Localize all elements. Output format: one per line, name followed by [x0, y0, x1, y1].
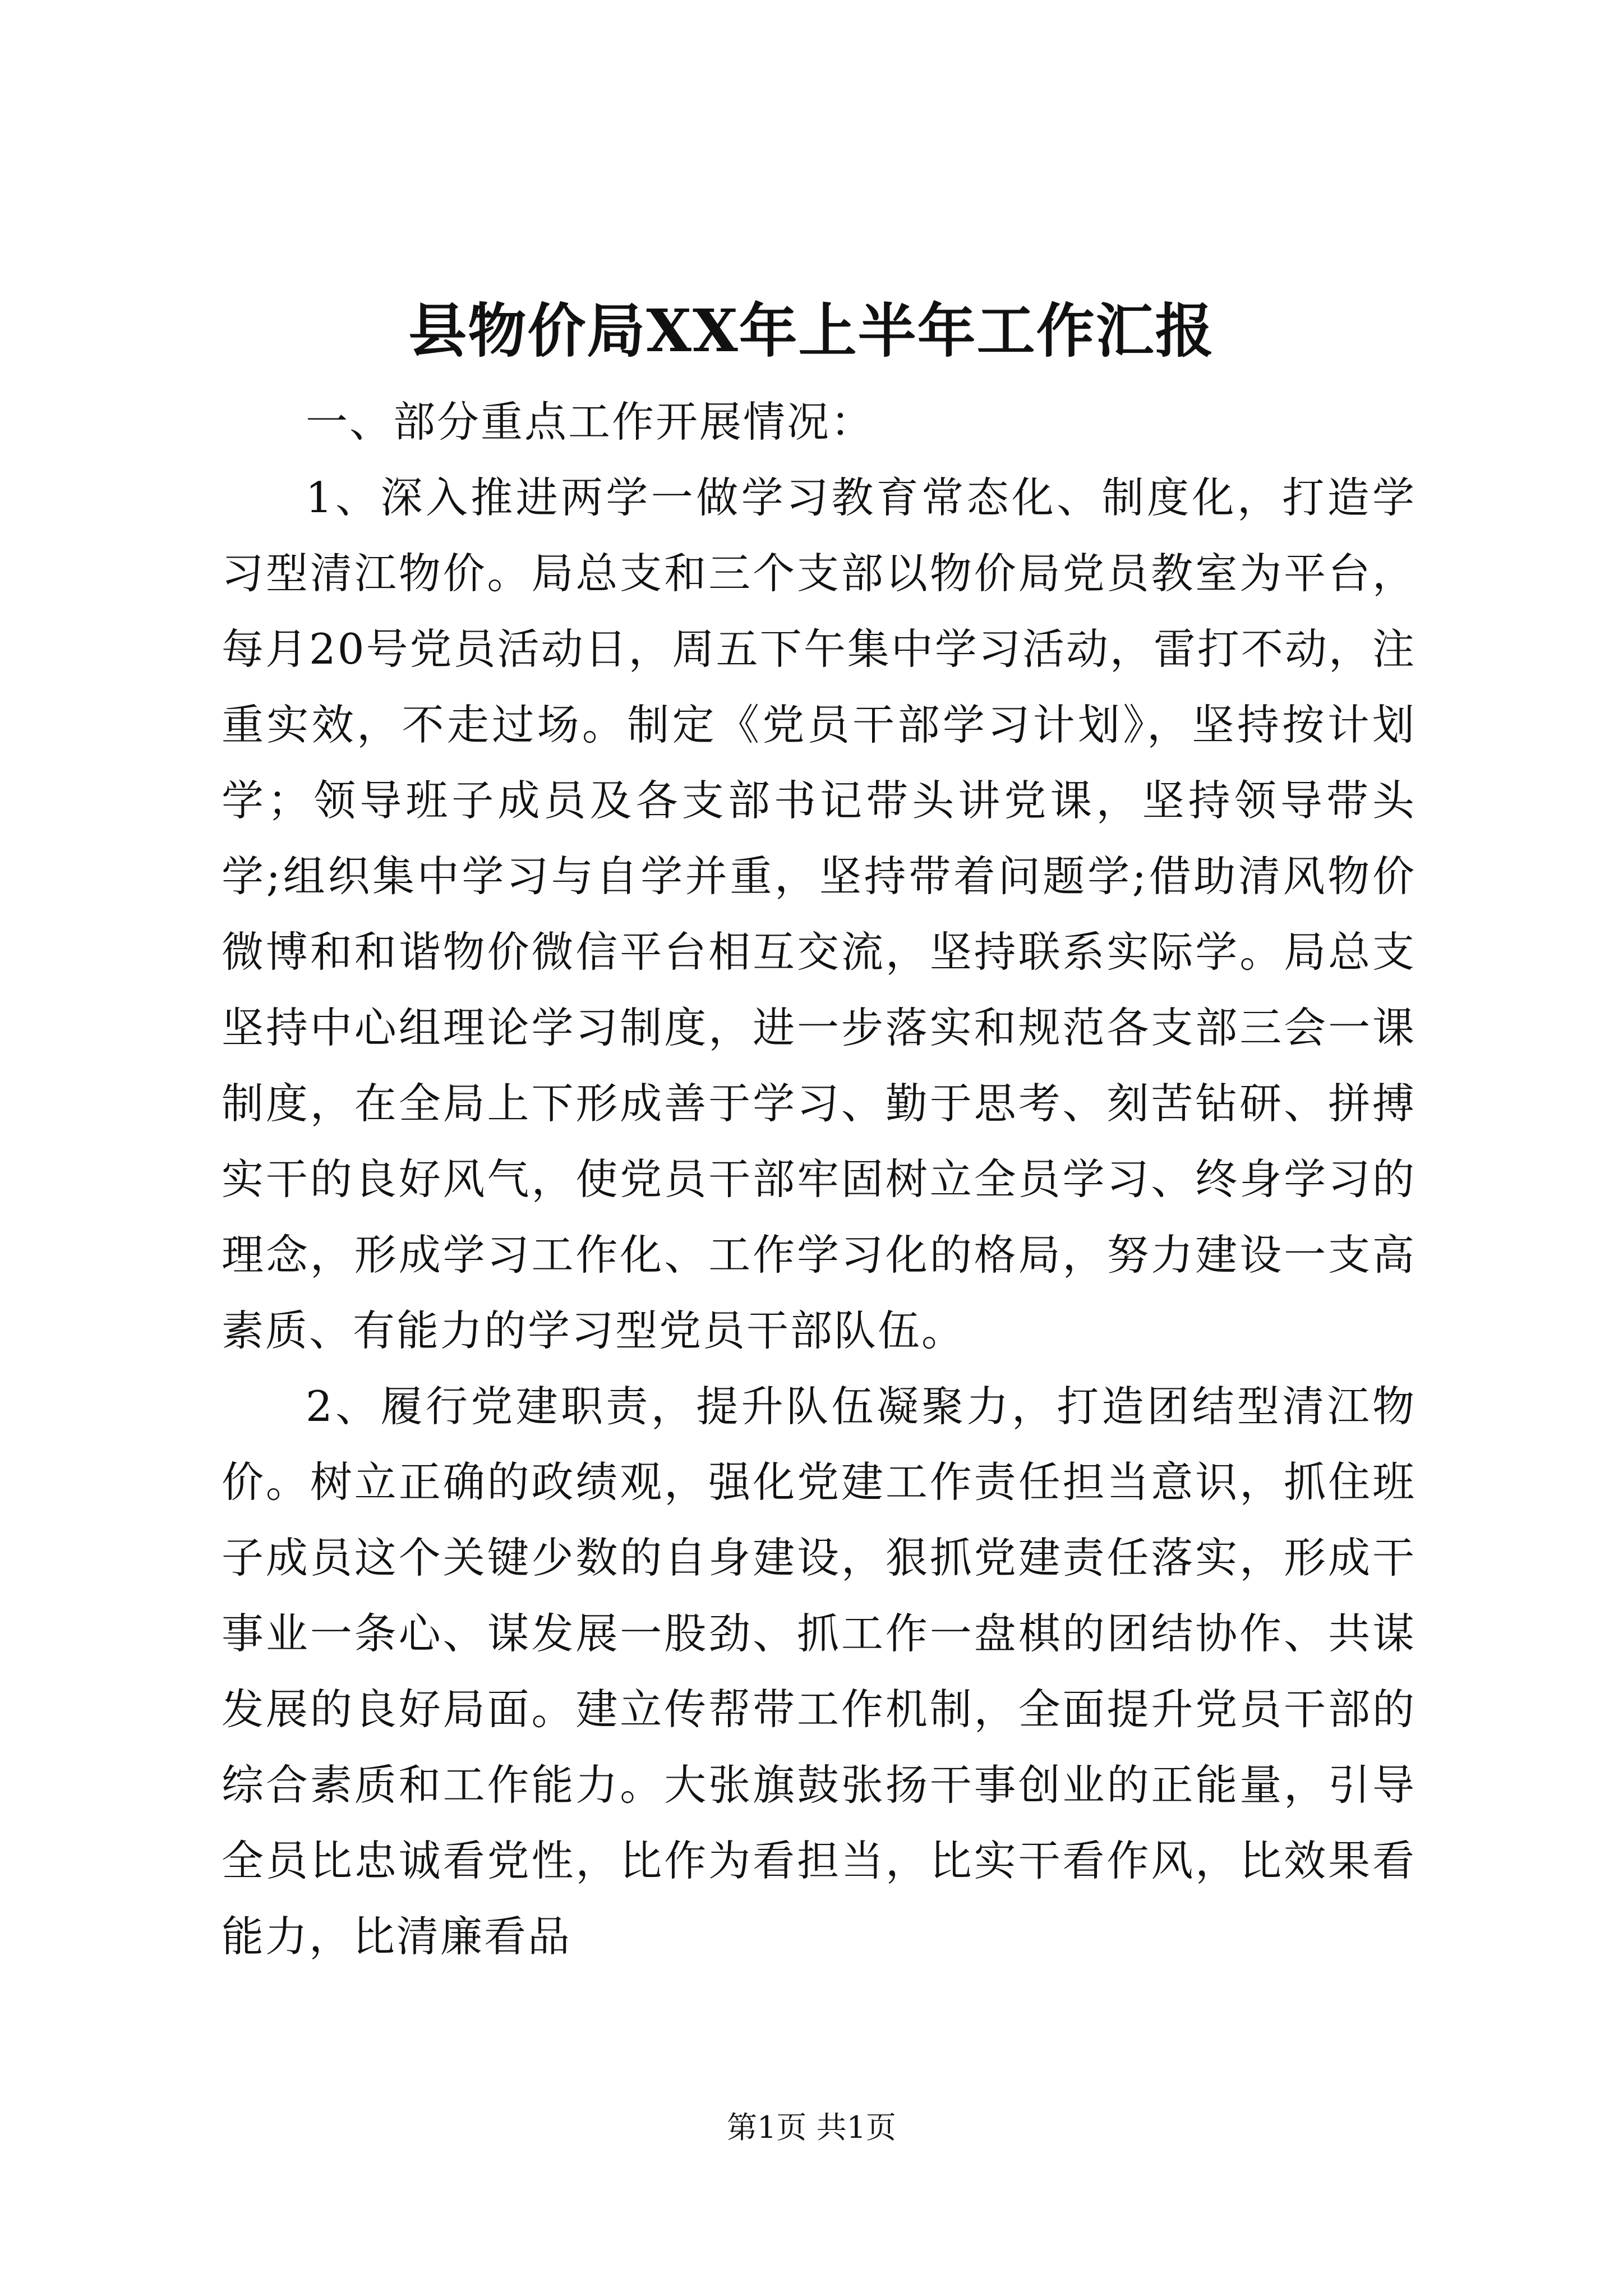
page-footer: 第1页 共1页	[727, 2110, 896, 2145]
document-title: 县物价局XX年上半年工作汇报	[408, 296, 1215, 365]
paragraph-2: 2、履行党建职责，提升队伍凝聚力，打造团结型清江物价。树立正确的政绩观，强化党建工作责任担当意识，抓住班子成员这个关键少数的自身建设，狠抓党建责任落实，形成干事业一条心、谋发展一股劲、抓工作一盘棋的团结协作、共谋发展的良好局面。建立传帮带工作机制，全面提升党员干部的综合素质和工作能力。大张旗鼓张扬干事创业的正能量，引导全员比忠诚看党性，比作为看担当，比实干看作风，比效果看能力，比清廉看品	[222, 1382, 1416, 1961]
document-body	[222, 384, 1416, 1975]
paragraph-1: 1、深入推进两学一做学习教育常态化、制度化，打造学习型清江物价。局总支和三个支部以物价局党员教室为平台，每月20号党员活动日，周五下午集中学习活动，雷打不动，注重实效，不走过场。制定《党员干部学习计划》，坚持按计划学；领导班子成员及各支部书记带头讲党课，坚持领导带头学;组织集中学习与自学并重，坚持带着问题学;借助清风物价微博和和谐物价微信平台相互交流，坚持联系实际学。局总支坚持中心组理论学习制度，进一步落实和规范各支部三会一课制度，在全局上下形成善于学习、勤于思考、刻苦钻研、拼搏实干的良好风气，使党员干部牢固树立全员学习、终身学习的理念，形成学习工作化、工作学习化的格局，努力建设一支高素质、有能力的学习型党员干部队伍。	[222, 473, 1416, 1355]
section-heading: 一、部分重点工作开展情况：	[306, 397, 875, 447]
